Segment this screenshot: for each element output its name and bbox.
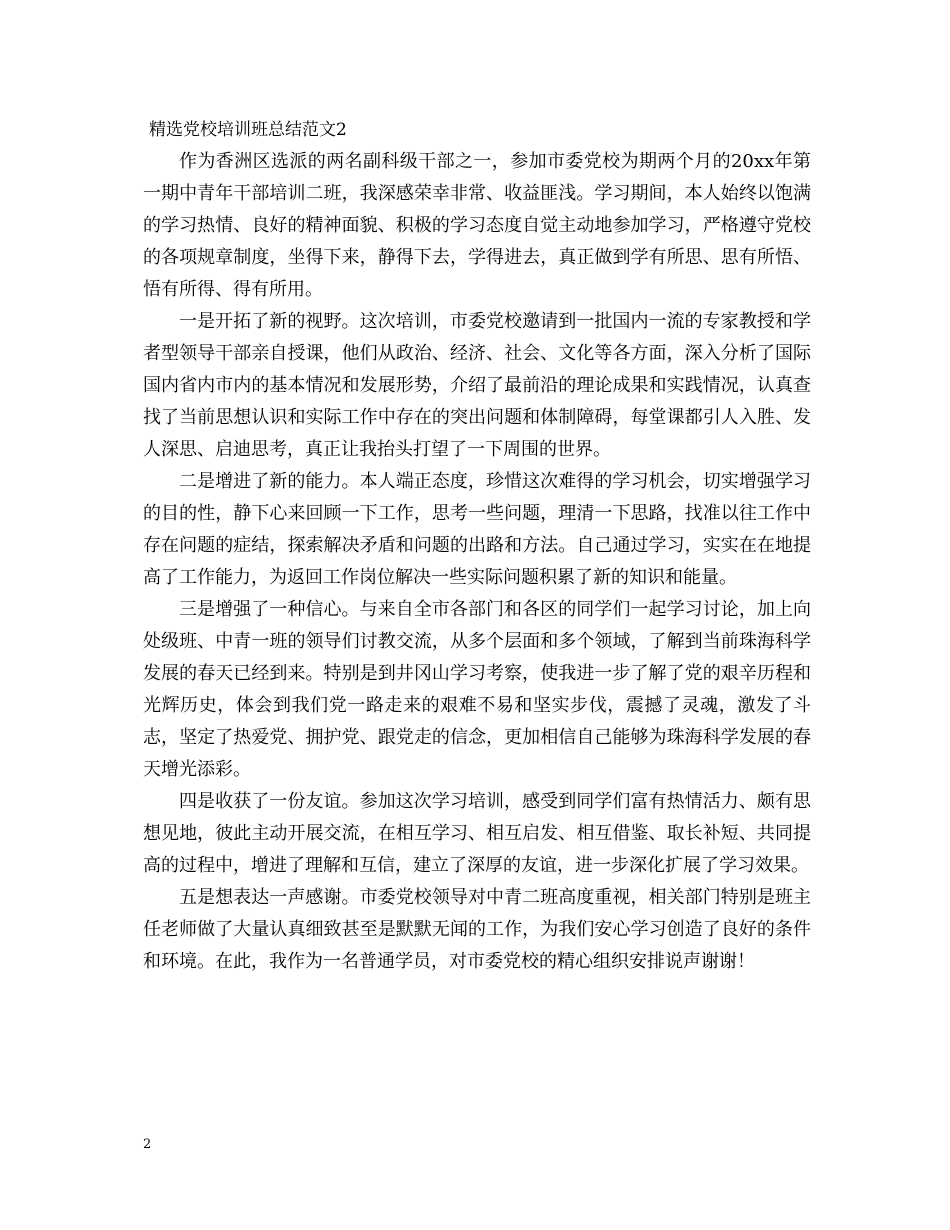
- paragraph-intro: 作为香洲区选派的两名副科级干部之一，参加市委党校为期两个月的20xx年第一期中青年干部培训二班，我深感荣幸非常、收益匪浅。学习期间，本人始终以饱满的学习热情、良好的精神面貌、积极的学习态度自觉主动地参加学习，严格遵守党校的各项规章制度，坐得下来，静得下去，学得进去，真正做到学有所思、思有所悟、悟有所得、得有所用。: [143, 151, 811, 300]
- document-title: 精选党校培训班总结范文2: [149, 120, 347, 140]
- page-number: 2: [143, 1137, 152, 1152]
- paragraph-point-5: 五是想表达一声感谢。市委党校领导对中青二班高度重视，相关部门特别是班主任老师做了大量认真细致甚至是默默无闻的工作，为我们安心学习创造了良好的条件和环境。在此，我作为一名普通学员，对市委党校的精心组织安排说声谢谢！: [143, 887, 811, 972]
- paragraph-point-1: 一是开拓了新的视野。这次培训，市委党校邀请到一批国内一流的专家教授和学者型领导干部亲自授课，他们从政治、经济、社会、文化等各方面，深入分析了国际国内省内市内的基本情况和发展形势，介绍了最前沿的理论成果和实践情况，认真查找了当前思想认识和实际工作中存在的突出问题和体制障碍，每堂课都引人入胜、发人深思、启迪思考，真正让我抬头打望了一下周围的世界。: [143, 311, 811, 460]
- paragraph-point-4: 四是收获了一份友谊。参加这次学习培训，感受到同学们富有热情活力、颇有思想见地，彼此主动开展交流，在相互学习、相互启发、相互借鉴、取长补短、共同提高的过程中，增进了理解和互信，建立了深厚的友谊，进一步深化扩展了学习效果。: [143, 791, 811, 876]
- document-body: [143, 114, 811, 978]
- paragraph-point-3: 三是增强了一种信心。与来自全市各部门和各区的同学们一起学习讨论，加上向处级班、中青一班的领导们讨教交流，从多个层面和多个领域，了解到当前珠海科学发展的春天已经到来。特别是到井冈山学习考察，使我进一步了解了党的艰辛历程和光辉历史，体会到我们党一路走来的艰难不易和坚实步伐，震撼了灵魂，激发了斗志，坚定了热爱党、拥护党、跟党走的信念，更加相信自己能够为珠海科学发展的春天增光添彩。: [143, 599, 811, 780]
- paragraph-point-2: 二是增进了新的能力。本人端正态度，珍惜这次难得的学习机会，切实增强学习的目的性，静下心来回顾一下工作，思考一些问题，理清一下思路，找准以往工作中存在问题的症结，探索解决矛盾和问题的出路和方法。自己通过学习，实实在在地提高了工作能力，为返回工作岗位解决一些实际问题积累了新的知识和能量。: [143, 471, 811, 588]
